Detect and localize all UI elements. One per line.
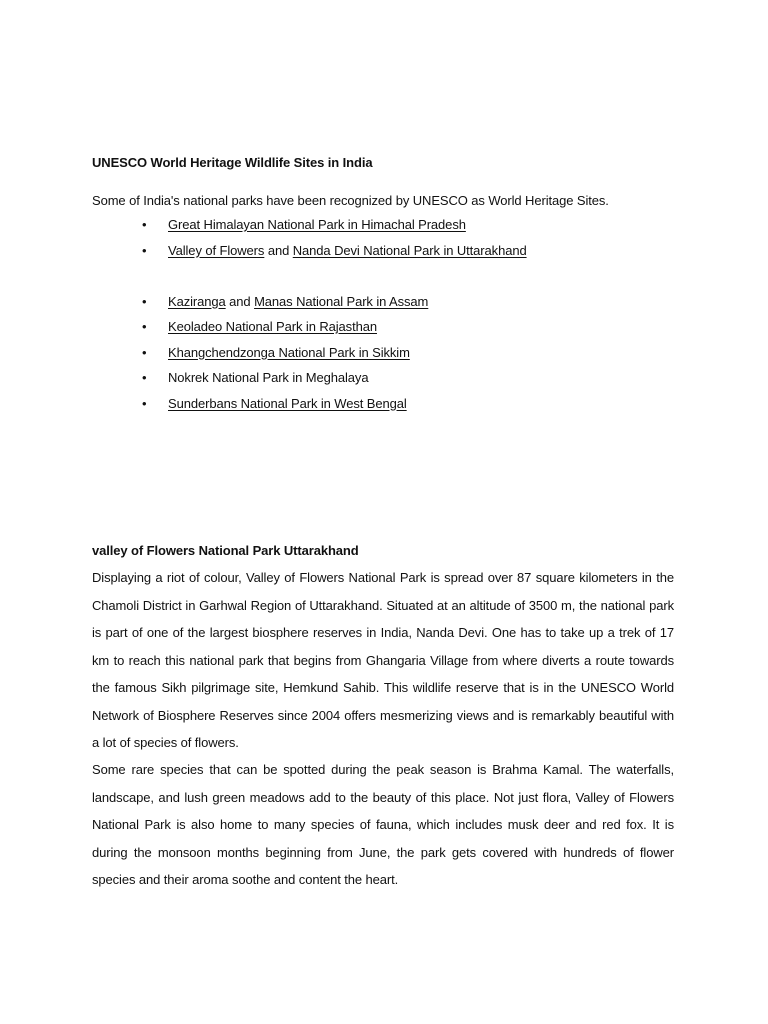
link-great-himalayan[interactable]: Great Himalayan National Park in Himachal Pradesh — [168, 217, 466, 232]
section-title: valley of Flowers National Park Uttarakhand — [92, 543, 359, 558]
link-kaziranga[interactable]: Kaziranga — [168, 293, 226, 309]
list-item — [142, 319, 662, 345]
list-connector-text: and — [264, 242, 293, 258]
link-sunderbans[interactable]: Sunderbans National Park in West Bengal — [168, 395, 407, 411]
list-item — [142, 345, 662, 371]
bullet-icon: • — [142, 293, 147, 309]
list-item-text-nokrek: Nokrek National Park in Meghalaya — [168, 370, 369, 385]
bullet-icon: • — [142, 319, 147, 334]
document-heading: UNESCO World Heritage Wildlife Sites in India — [92, 155, 373, 170]
list-connector-text: and — [225, 293, 255, 309]
list-item — [142, 243, 662, 269]
body-paragraph: Displaying a riot of colour, Valley of Flowers National Park is spread over 87 square kilometers in the Chamoli District in Garhwal Region of Uttarakhand. Situated at an altitude of 3500 m, the national park is part of one of the largest biosphere reserves in India, Nanda Devi. One has to take up a trek of 17 km to reach this national park that begins from Ghangaria Village from where diverts a route towards the famous Sikh pilgrimage site, Hemkund Sahib. This wildlife reserve that is in the UNESCO World Network of Biosphere Reserves since 2004 offers mesmerizing views and is remarkably beautiful with a lot of species of flowers. — [92, 570, 674, 750]
bullet-icon: • — [142, 242, 147, 258]
link-khangchendzonga[interactable]: Khangchendzonga National Park in Sikkim — [168, 344, 410, 360]
link-valley-of-flowers[interactable]: Valley of Flowers — [168, 242, 265, 258]
bullet-icon: • — [142, 344, 147, 360]
bullet-icon: • — [142, 395, 147, 411]
link-manas[interactable]: Manas National Park in Assam — [254, 293, 429, 309]
bullet-icon: • — [142, 370, 147, 385]
link-nanda-devi[interactable]: Nanda Devi National Park in Uttarakhand — [292, 242, 527, 258]
intro-text: Some of India's national parks have been recognized by UNESCO as World Heritage Sites. — [92, 193, 609, 208]
list-item — [142, 294, 662, 320]
link-keoladeo[interactable]: Keoladeo National Park in Rajasthan — [168, 319, 377, 334]
list-item — [142, 217, 662, 243]
body-paragraph: Some rare species that can be spotted during the peak season is Brahma Kamal. The waterfalls, landscape, and lush green meadows add to the beauty of this place. Not just flora, Valley of Flowers National Park is also home to many species of fauna, which includes musk deer and red fox. It is during the monsoon months beginning from June, the park gets covered with hundreds of flower species and their aroma soothe and content the heart. — [92, 762, 674, 887]
list-item — [142, 396, 662, 422]
bullet-icon: • — [142, 217, 147, 232]
heritage-sites-list — [142, 217, 662, 421]
list-item — [142, 370, 662, 396]
